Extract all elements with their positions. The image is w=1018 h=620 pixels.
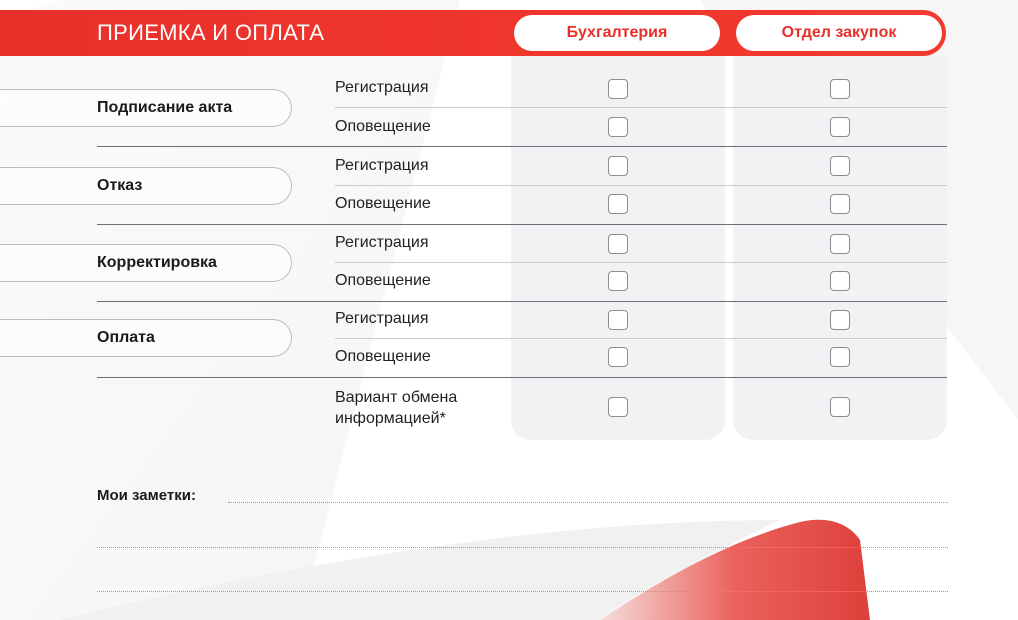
- section-header: [0, 10, 946, 56]
- checkbox-refusal-registration-procurement[interactable]: [830, 156, 850, 176]
- checkbox-correction-notification-procurement[interactable]: [830, 271, 850, 291]
- checkbox-exchange-accounting[interactable]: [608, 397, 628, 417]
- group-label-correction: Корректировка: [97, 254, 217, 271]
- checkbox-payment-notification-accounting[interactable]: [608, 347, 628, 367]
- checkbox-refusal-notification-accounting[interactable]: [608, 194, 628, 214]
- checkbox-act-signing-registration-accounting[interactable]: [608, 79, 628, 99]
- row-label-exchange-line2: информацией*: [335, 410, 446, 427]
- row-label-registration: Регистрация: [335, 79, 429, 96]
- group-label-act-signing: Подписание акта: [97, 99, 233, 116]
- row-label-notification: Оповещение: [335, 118, 431, 135]
- row-label-exchange-line1: Вариант обмена: [335, 389, 458, 406]
- group-divider: [97, 146, 947, 147]
- checkbox-correction-registration-accounting[interactable]: [608, 234, 628, 254]
- row-label-registration: Регистрация: [335, 234, 429, 251]
- row-label-registration: Регистрация: [335, 310, 429, 327]
- checkbox-act-signing-registration-procurement[interactable]: [830, 79, 850, 99]
- row-label-notification: Оповещение: [335, 348, 431, 365]
- checkbox-correction-registration-procurement[interactable]: [830, 234, 850, 254]
- section-title: ПРИЕМКА И ОПЛАТА: [97, 20, 325, 45]
- checkbox-refusal-notification-procurement[interactable]: [830, 194, 850, 214]
- group-label-payment: Оплата: [97, 329, 155, 346]
- column-header-accounting[interactable]: Бухгалтерия: [514, 15, 720, 51]
- group-tab-refusal: [0, 167, 292, 205]
- checkbox-exchange-procurement[interactable]: [830, 397, 850, 417]
- row-label-notification: Оповещение: [335, 272, 431, 289]
- notes-label: Мои заметки:: [97, 487, 196, 504]
- group-label-refusal: Отказ: [97, 177, 143, 194]
- notes-line-1[interactable]: [228, 502, 948, 503]
- row-label-notification: Оповещение: [335, 195, 431, 212]
- row-label-registration: Регистрация: [335, 157, 429, 174]
- checkbox-correction-notification-accounting[interactable]: [608, 271, 628, 291]
- checkbox-act-signing-notification-procurement[interactable]: [830, 117, 850, 137]
- row-divider: [335, 338, 947, 339]
- checkbox-payment-registration-procurement[interactable]: [830, 310, 850, 330]
- checkbox-act-signing-notification-accounting[interactable]: [608, 117, 628, 137]
- notes-line-2[interactable]: [97, 547, 948, 548]
- group-divider: [97, 224, 947, 225]
- row-divider: [335, 107, 947, 108]
- notes-line-3[interactable]: [97, 591, 948, 592]
- row-divider: [335, 262, 947, 263]
- row-divider: [335, 185, 947, 186]
- group-divider: [97, 301, 947, 302]
- checkbox-payment-notification-procurement[interactable]: [830, 347, 850, 367]
- column-header-procurement[interactable]: Отдел закупок: [736, 15, 942, 51]
- checkbox-payment-registration-accounting[interactable]: [608, 310, 628, 330]
- checkbox-refusal-registration-accounting[interactable]: [608, 156, 628, 176]
- group-divider: [97, 377, 947, 378]
